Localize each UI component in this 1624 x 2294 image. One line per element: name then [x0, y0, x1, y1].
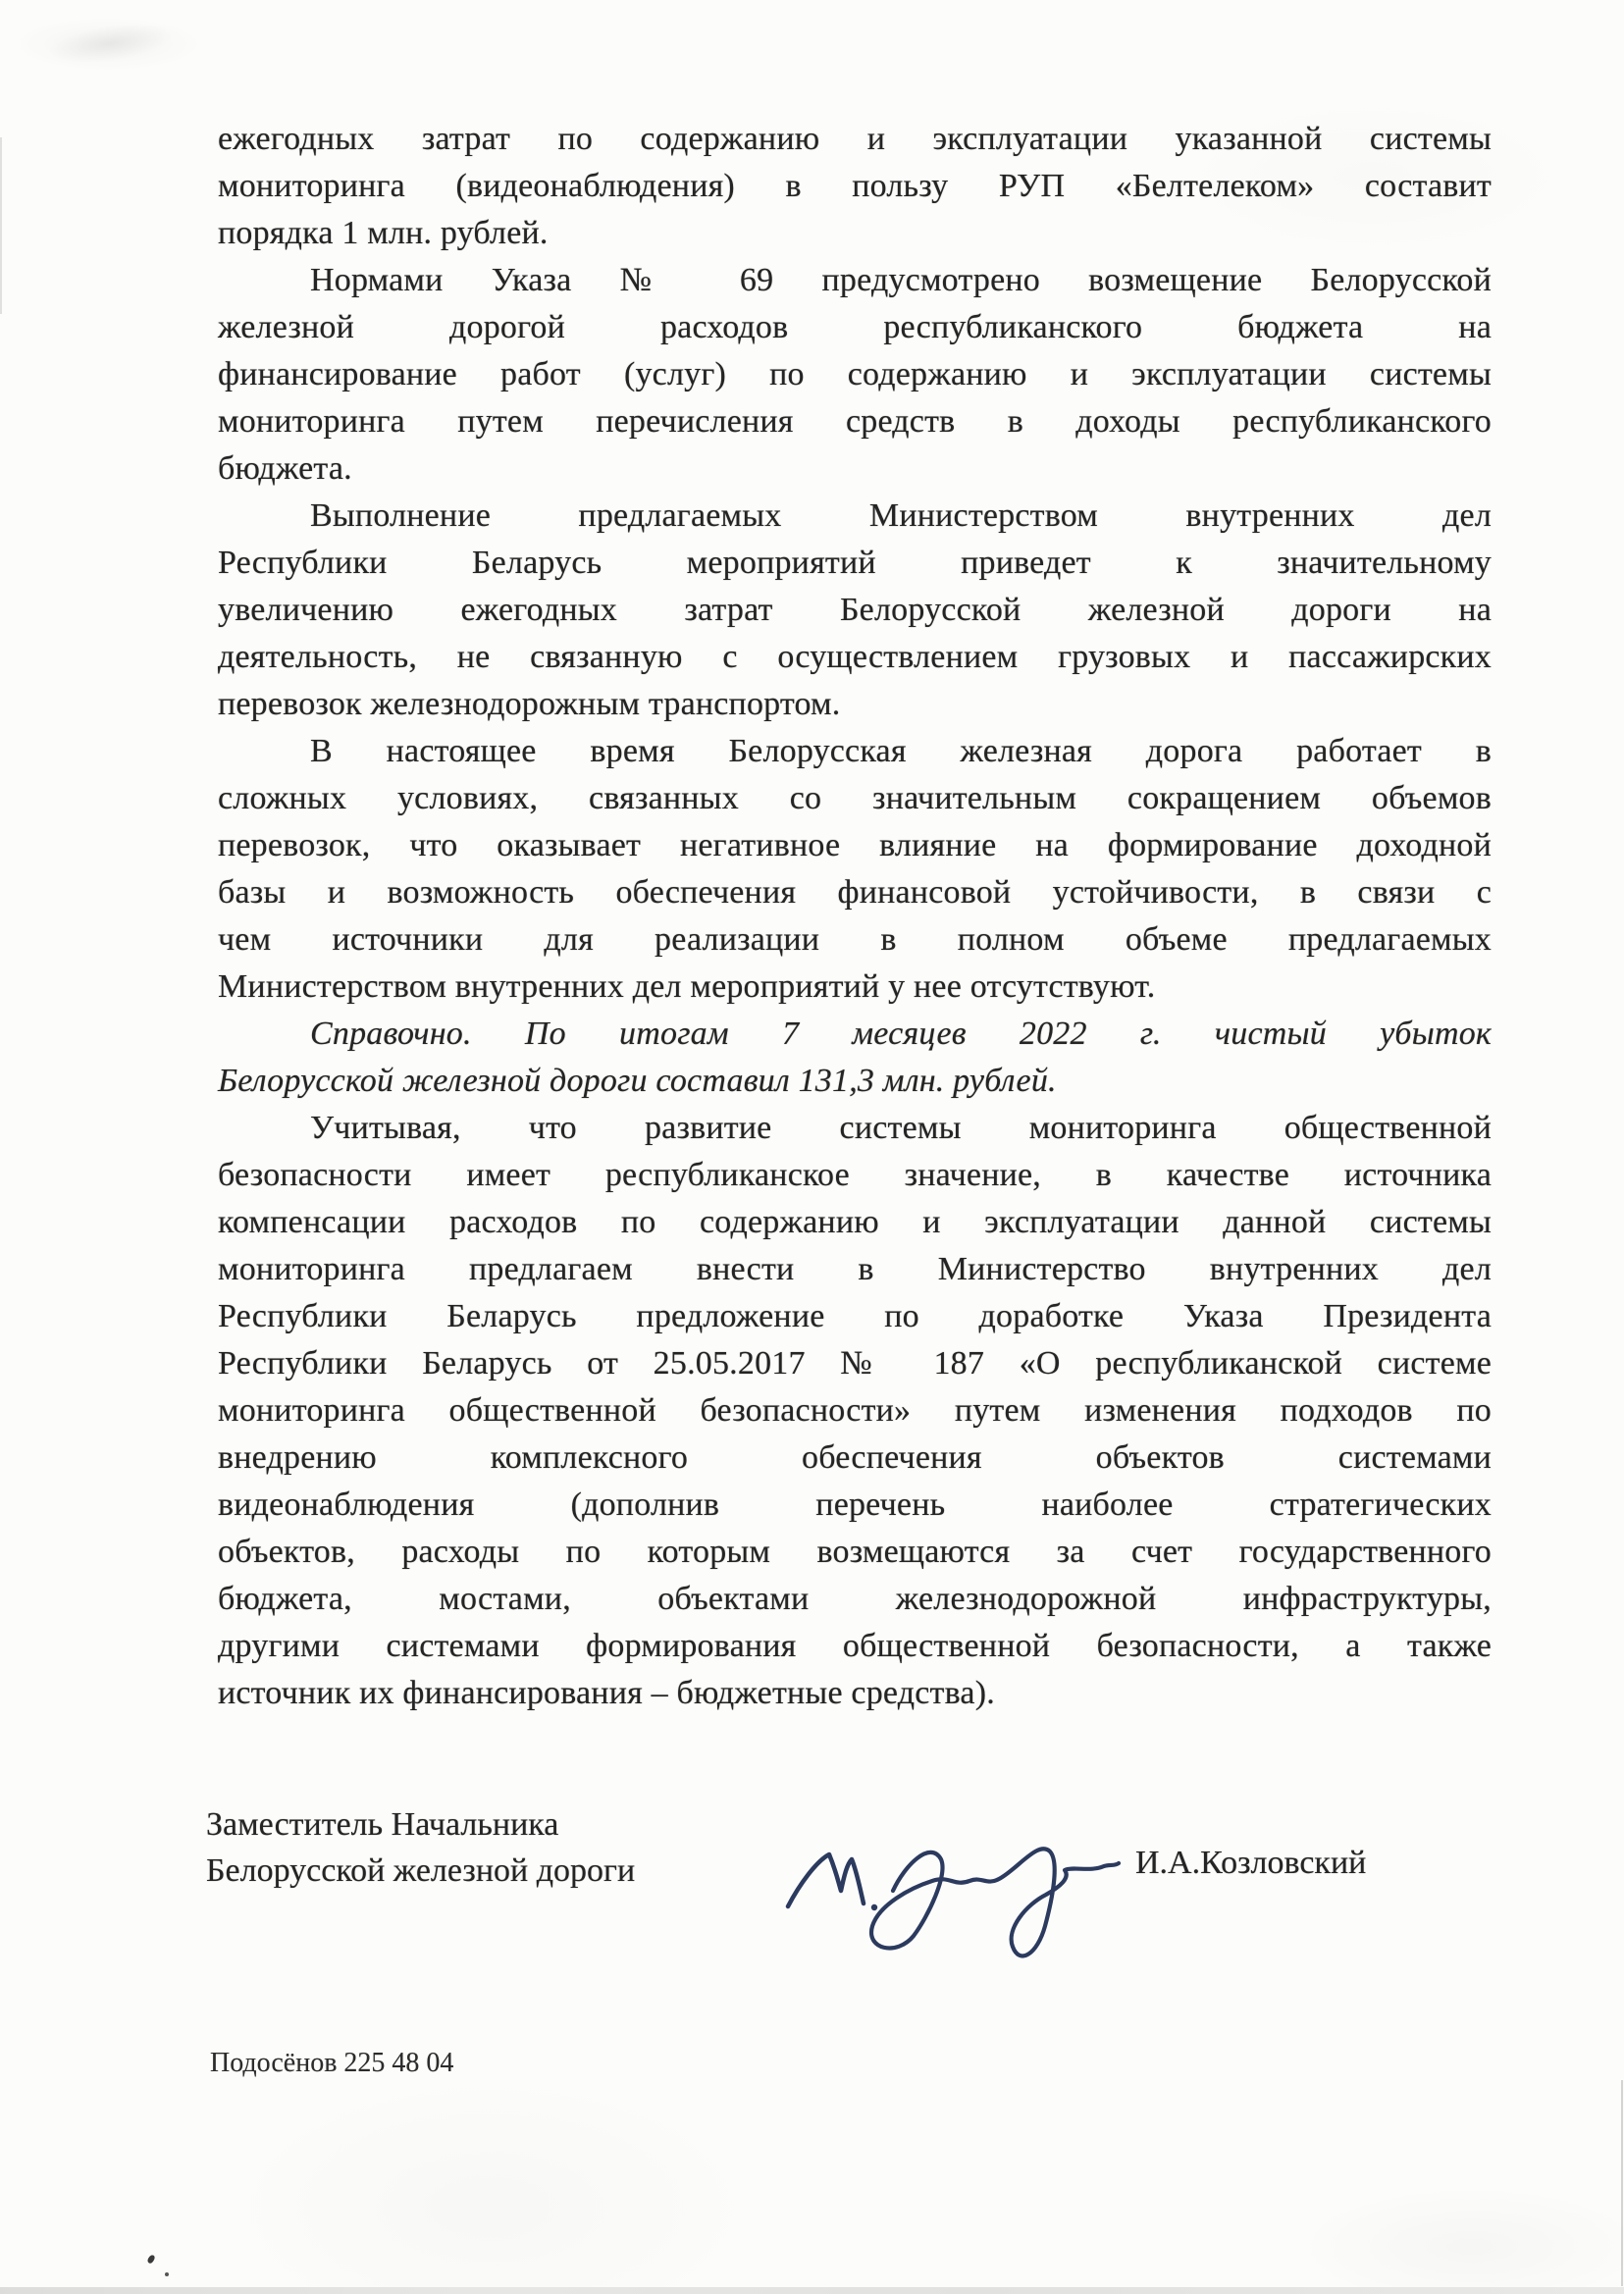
ink-speck — [146, 2254, 155, 2265]
signatory-title-line2: Белорусской железной дороги — [206, 1852, 636, 1889]
body-line: Выполнение предлагаемых Министерством внутренних дел — [310, 497, 1492, 534]
body-line: деятельность, не связанную с осуществлением грузовых и пассажирских — [218, 639, 1492, 675]
signatory-name: И.А.Козловский — [1135, 1845, 1367, 1881]
body-line: базы и возможность обеспечения финансовой устойчивости, в связи с — [218, 874, 1492, 911]
body-line: Республики Беларусь от 25.05.2017 № 187 «О республиканской системе — [218, 1345, 1492, 1382]
executor-footer-note: Подосёнов 225 48 04 — [210, 2048, 454, 2078]
body-line: Республики Беларусь мероприятий приведет к значительному — [218, 545, 1492, 581]
body-line: В настоящее время Белорусская железная дорога работает в — [310, 733, 1492, 769]
body-line: Республики Беларусь предложение по доработке Указа Президента — [218, 1298, 1492, 1334]
body-line: мониторинга путем перечисления средств в доходы республиканского — [218, 403, 1492, 440]
body-line: перевозок железнодорожным транспортом. — [218, 686, 841, 722]
body-line: Белорусской железной дороги составил 131,3 млн. рублей. — [218, 1063, 1057, 1099]
body-line: бюджета, мостами, объектами железнодорожной инфраструктуры, — [218, 1581, 1492, 1617]
body-line: внедрению комплексного обеспечения объектов системами — [218, 1439, 1492, 1476]
body-line: видеонаблюдения (дополнив перечень наиболее стратегических — [218, 1486, 1492, 1523]
scan-edge-artifact — [0, 137, 2, 314]
signatory-title-line1: Заместитель Начальника — [206, 1806, 559, 1843]
body-line: порядка 1 млн. рублей. — [218, 215, 549, 251]
body-line: ежегодных затрат по содержанию и эксплуатации указанной системы — [218, 121, 1492, 157]
body-line: другими системами формирования общественной безопасности, а также — [218, 1628, 1492, 1664]
body-line: компенсации расходов по содержанию и эксплуатации данной системы — [218, 1204, 1492, 1240]
body-line: мониторинга предлагаем внести в Министерство внутренних дел — [218, 1251, 1492, 1287]
body-line: объектов, расходы по которым возмещаются за счет государственного — [218, 1534, 1492, 1570]
scan-smudge — [45, 17, 177, 70]
body-line: бюджета. — [218, 450, 352, 487]
body-line: безопасности имеет республиканское значение, в качестве источника — [218, 1157, 1492, 1193]
body-line: мониторинга общественной безопасности» путем изменения подходов по — [218, 1392, 1492, 1429]
body-line: Нормами Указа № 69 предусмотрено возмещение Белорусской — [310, 262, 1492, 298]
body-line: сложных условиях, связанных со значительным сокращением объемов — [218, 780, 1492, 816]
body-line: Учитывая, что развитие системы мониторинга общественной — [310, 1110, 1492, 1146]
body-line: финансирование работ (услуг) по содержанию и эксплуатации системы — [218, 356, 1492, 392]
handwritten-signature-icon — [746, 1810, 1128, 1967]
ink-speck — [165, 2272, 169, 2276]
body-line: чем источники для реализации в полном объеме предлагаемых — [218, 921, 1492, 958]
body-line: источник их финансирования – бюджетные средства). — [218, 1675, 995, 1711]
signatory-title — [206, 1801, 635, 1894]
body-line: мониторинга (видеонаблюдения) в пользу РУП «Белтелеком» составит — [218, 168, 1492, 204]
body-line: Министерством внутренних дел мероприятий у нее отсутствуют. — [218, 968, 1156, 1005]
scanner-bottom-band — [0, 2287, 1624, 2294]
body-line: Справочно. По итогам 7 месяцев 2022 г. чистый убыток — [310, 1016, 1492, 1052]
body-line: увеличению ежегодных затрат Белорусской железной дороги на — [218, 592, 1492, 628]
body-line: железной дорогой расходов республиканского бюджета на — [218, 309, 1492, 345]
scan-edge-artifact — [1621, 2080, 1623, 2286]
body-line: перевозок, что оказывает негативное влияние на формирование доходной — [218, 827, 1492, 863]
letter-body — [218, 116, 1492, 1717]
